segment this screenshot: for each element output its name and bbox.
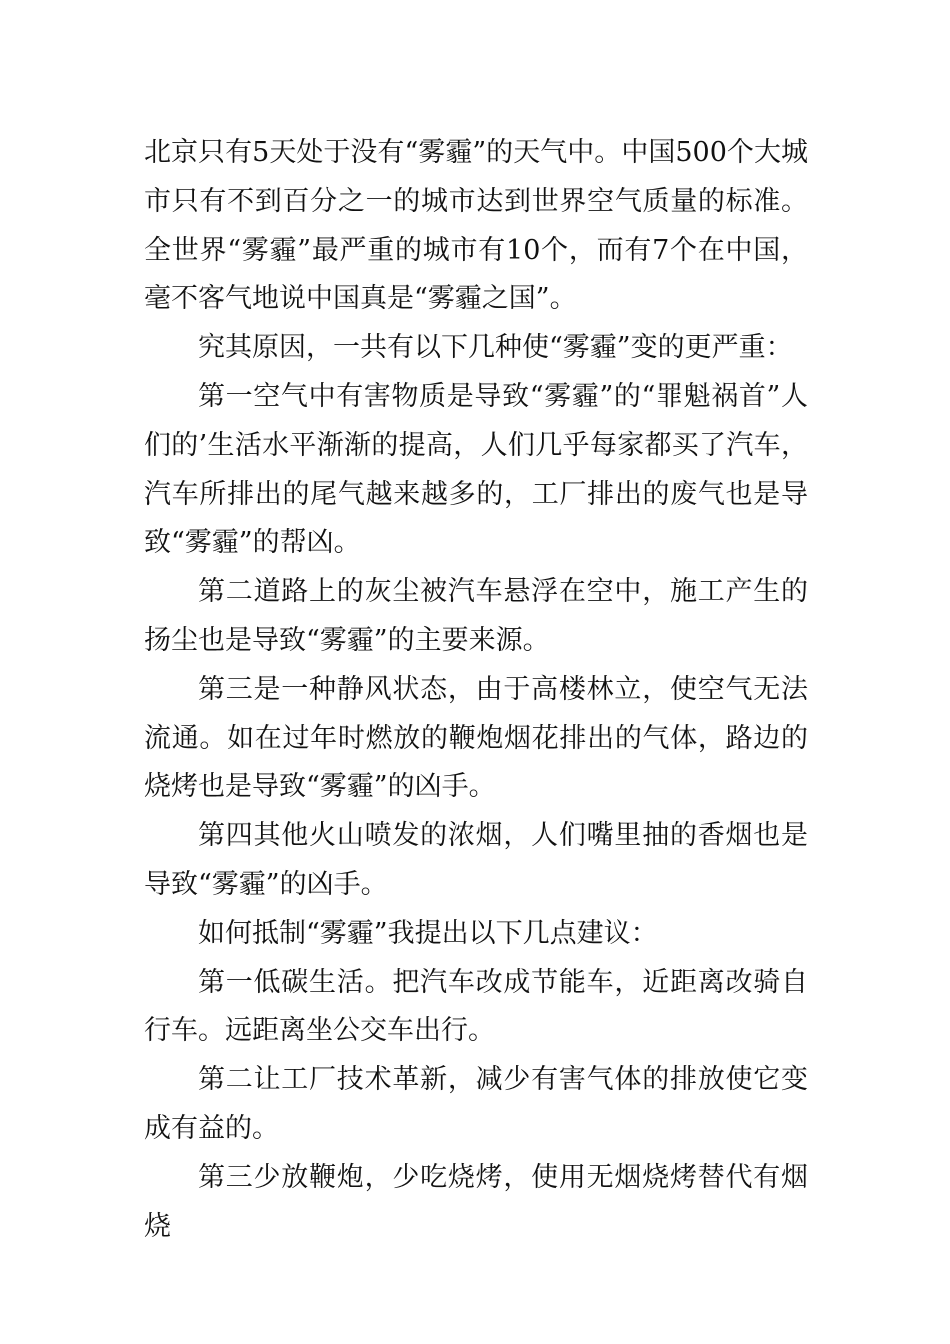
paragraph-9: 第二让工厂技术革新，减少有害气体的排放使它变成有益的。 xyxy=(144,1064,808,1144)
paragraph-3: 第一空气中有害物质是导致“雾霾”的“罪魁祸首”人们的’生活水平渐渐的提高，人们几乎每家都买了汽车，汽车所排出的尾气越来越多的，工厂排出的废气也是导致“雾霾”的帮凶。 xyxy=(144,380,808,559)
paragraph-2: 究其原因，一共有以下几种使“雾霾”变的更严重： xyxy=(198,332,793,364)
paragraph-1: 北京只有5天处于没有“雾霾”的天气中。中国500个大城市只有不到百分之一的城市达到世界空气质量的标准。全世界“雾霾”最严重的城市有10个，而有7个在中国，毫不客气地说中国真是“雾霾之国”。 xyxy=(144,137,808,315)
paragraph-6: 第四其他火山喷发的浓烟，人们嘴里抽的香烟也是导致“雾霾”的凶手。 xyxy=(144,820,808,900)
paragraph-5: 第三是一种静风状态，由于高楼林立，使空气无法流通。如在过年时燃放的鞭炮烟花排出的气体，路边的烧烤也是导致“雾霾”的凶手。 xyxy=(144,673,808,803)
paragraph-4: 第二道路上的灰尘被汽车悬浮在空中，施工产生的扬尘也是导致“雾霾”的主要来源。 xyxy=(144,576,808,656)
paragraph-7: 如何抵制“雾霾”我提出以下几点建议： xyxy=(198,917,658,949)
paragraph-10: 第三少放鞭炮，少吃烧烤，使用无烟烧烤替代有烟烧 xyxy=(144,1161,808,1242)
document-body xyxy=(144,129,808,1251)
paragraph-8: 第一低碳生活。把汽车改成节能车，近距离改骑自行车。远距离坐公交车出行。 xyxy=(144,966,808,1047)
